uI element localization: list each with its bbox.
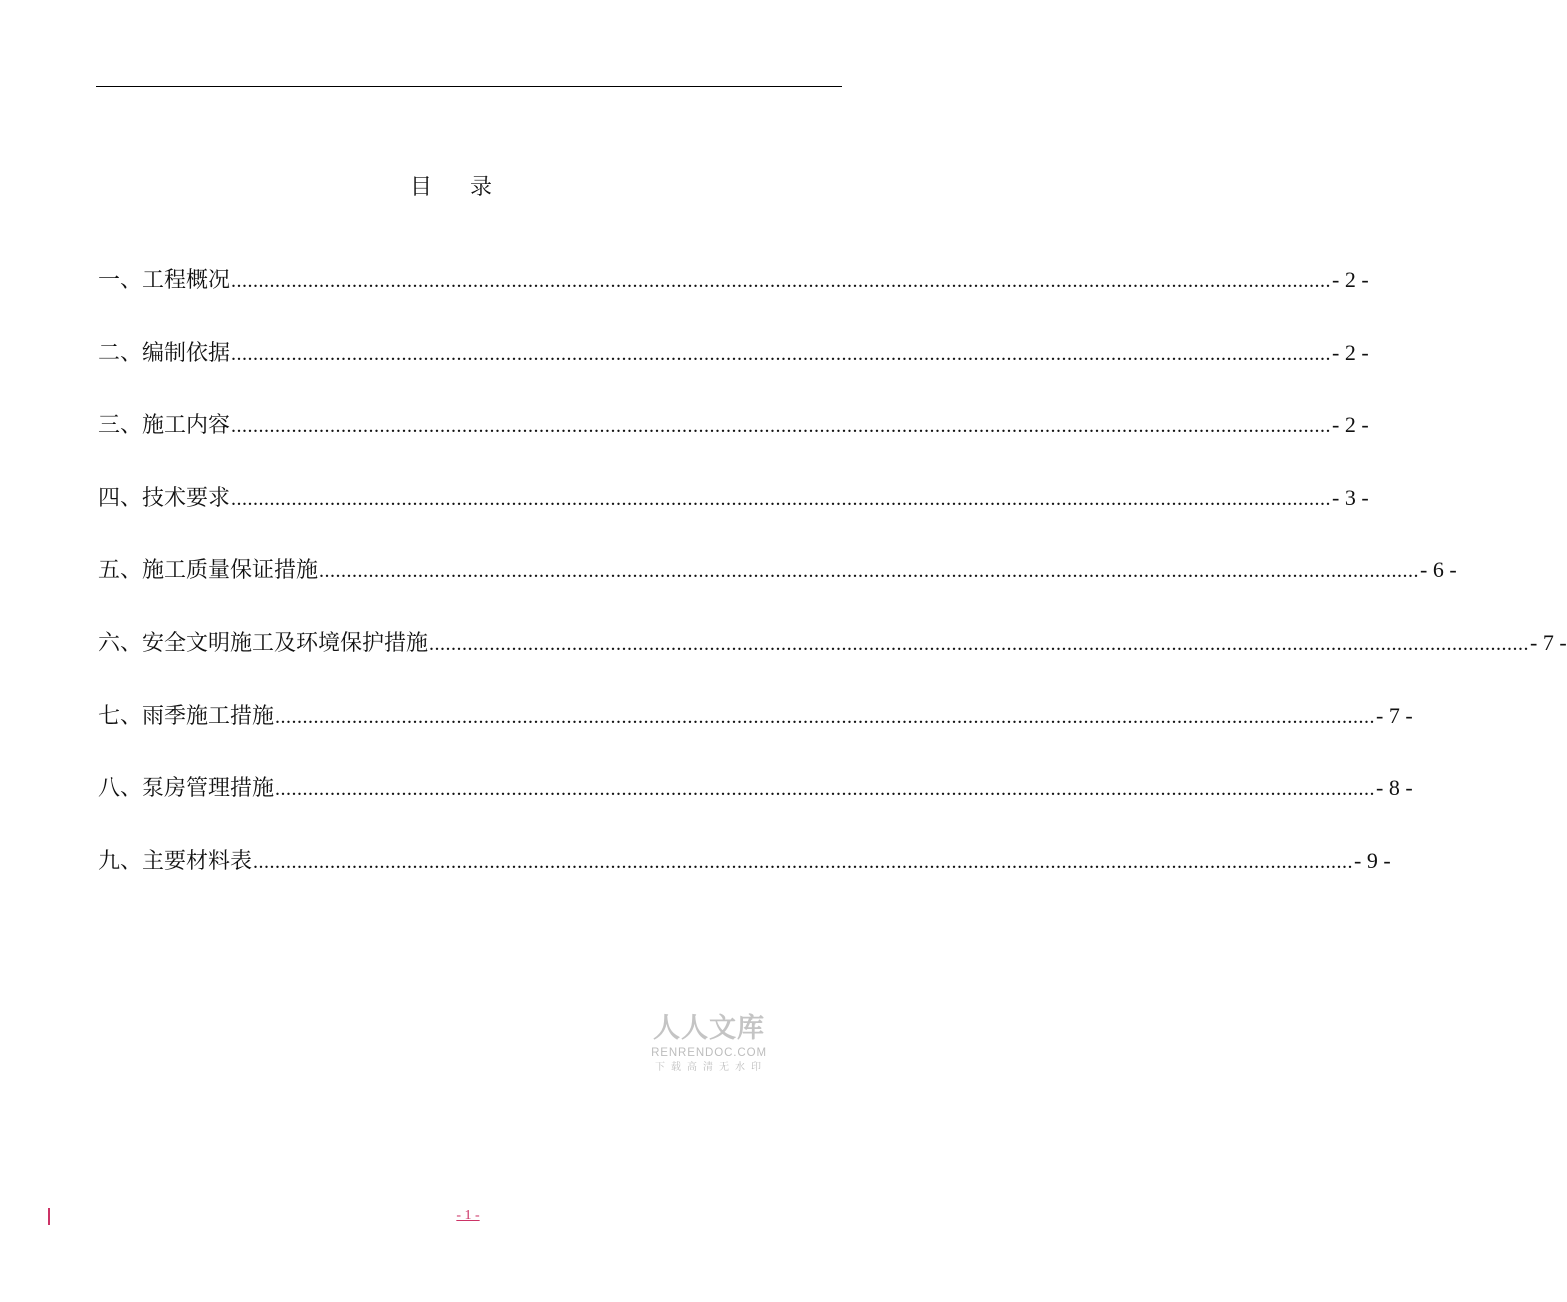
toc-entry-label: 编制依据 — [142, 340, 231, 366]
toc-entry-label: 泵房管理措施 — [142, 776, 275, 802]
toc-entry-page: - 2 - — [1332, 412, 1369, 438]
toc-entry[interactable] — [98, 335, 1369, 408]
toc-dot-leader: ........................................................................................................................................................................................................ — [231, 415, 1332, 438]
toc-entry-label: 主要材料表 — [142, 848, 253, 874]
header-rule — [96, 86, 842, 87]
watermark-domain: RENRENDOC.COM — [651, 1047, 767, 1059]
toc-entry-page: - 8 - — [1376, 775, 1413, 801]
toc-entry-number: 二、 — [98, 340, 143, 366]
toc-entry-number: 四、 — [98, 485, 143, 511]
toc-entry-number: 六、 — [98, 630, 143, 656]
toc-entry-page: - 6 - — [1420, 557, 1457, 583]
toc-entry-page: - 7 - — [1376, 702, 1413, 728]
toc-entry[interactable] — [98, 480, 1369, 553]
toc-entry-page: - 2 - — [1332, 267, 1369, 292]
toc-entry-number: 九、 — [98, 848, 143, 874]
toc-entry[interactable] — [98, 407, 1369, 480]
toc-entry-label: 雨季施工措施 — [142, 703, 275, 729]
toc-dot-leader: ........................................................................................................................................................................................................ — [275, 705, 1376, 728]
toc-entry-label: 安全文明施工及环境保护措施 — [142, 630, 429, 656]
toc-dot-leader: ........................................................................................................................................................................................................ — [231, 270, 1332, 292]
toc-entry-label: 技术要求 — [142, 485, 231, 511]
toc-dot-leader: ........................................................................................................................................................................................................ — [429, 632, 1530, 655]
toc-entry-number: 八、 — [98, 776, 143, 802]
toc-entry[interactable] — [98, 698, 1413, 771]
page-number: - 1 - — [456, 1208, 480, 1223]
toc-entry-label: 工程概况 — [142, 268, 231, 293]
toc-title: 目录 — [409, 175, 530, 200]
toc-entry-label: 施工内容 — [142, 413, 231, 439]
toc-entry[interactable] — [98, 552, 1457, 625]
toc-dot-leader: ........................................................................................................................................................................................................ — [231, 342, 1332, 365]
toc-entry[interactable] — [98, 770, 1413, 843]
toc-dot-leader: ........................................................................................................................................................................................................ — [253, 850, 1354, 873]
toc-entry-page: - 3 - — [1332, 484, 1369, 510]
toc-entry-label: 施工质量保证措施 — [142, 558, 319, 584]
toc-entry[interactable] — [98, 262, 1369, 335]
toc-entry-number: 五、 — [98, 558, 143, 584]
toc-entry-page: - 2 - — [1332, 339, 1369, 365]
watermark-name: 人人文库 — [653, 1013, 765, 1044]
toc-entry-number: 一、 — [98, 268, 143, 293]
watermark-slogan: 下载高清无水印 — [655, 1062, 767, 1073]
toc-list — [98, 262, 1567, 915]
toc-entry-number: 七、 — [98, 703, 143, 729]
toc-entry[interactable] — [98, 625, 1567, 698]
toc-entry[interactable] — [98, 843, 1391, 916]
toc-dot-leader: ........................................................................................................................................................................................................ — [231, 487, 1332, 510]
watermark-logo — [646, 1012, 772, 1076]
toc-entry-number: 三、 — [98, 413, 143, 439]
toc-entry-page: - 9 - — [1354, 847, 1391, 873]
toc-entry-page: - 7 - — [1530, 629, 1567, 655]
toc-dot-leader: ........................................................................................................................................................................................................ — [319, 560, 1420, 583]
toc-dot-leader: ........................................................................................................................................................................................................ — [275, 778, 1376, 801]
